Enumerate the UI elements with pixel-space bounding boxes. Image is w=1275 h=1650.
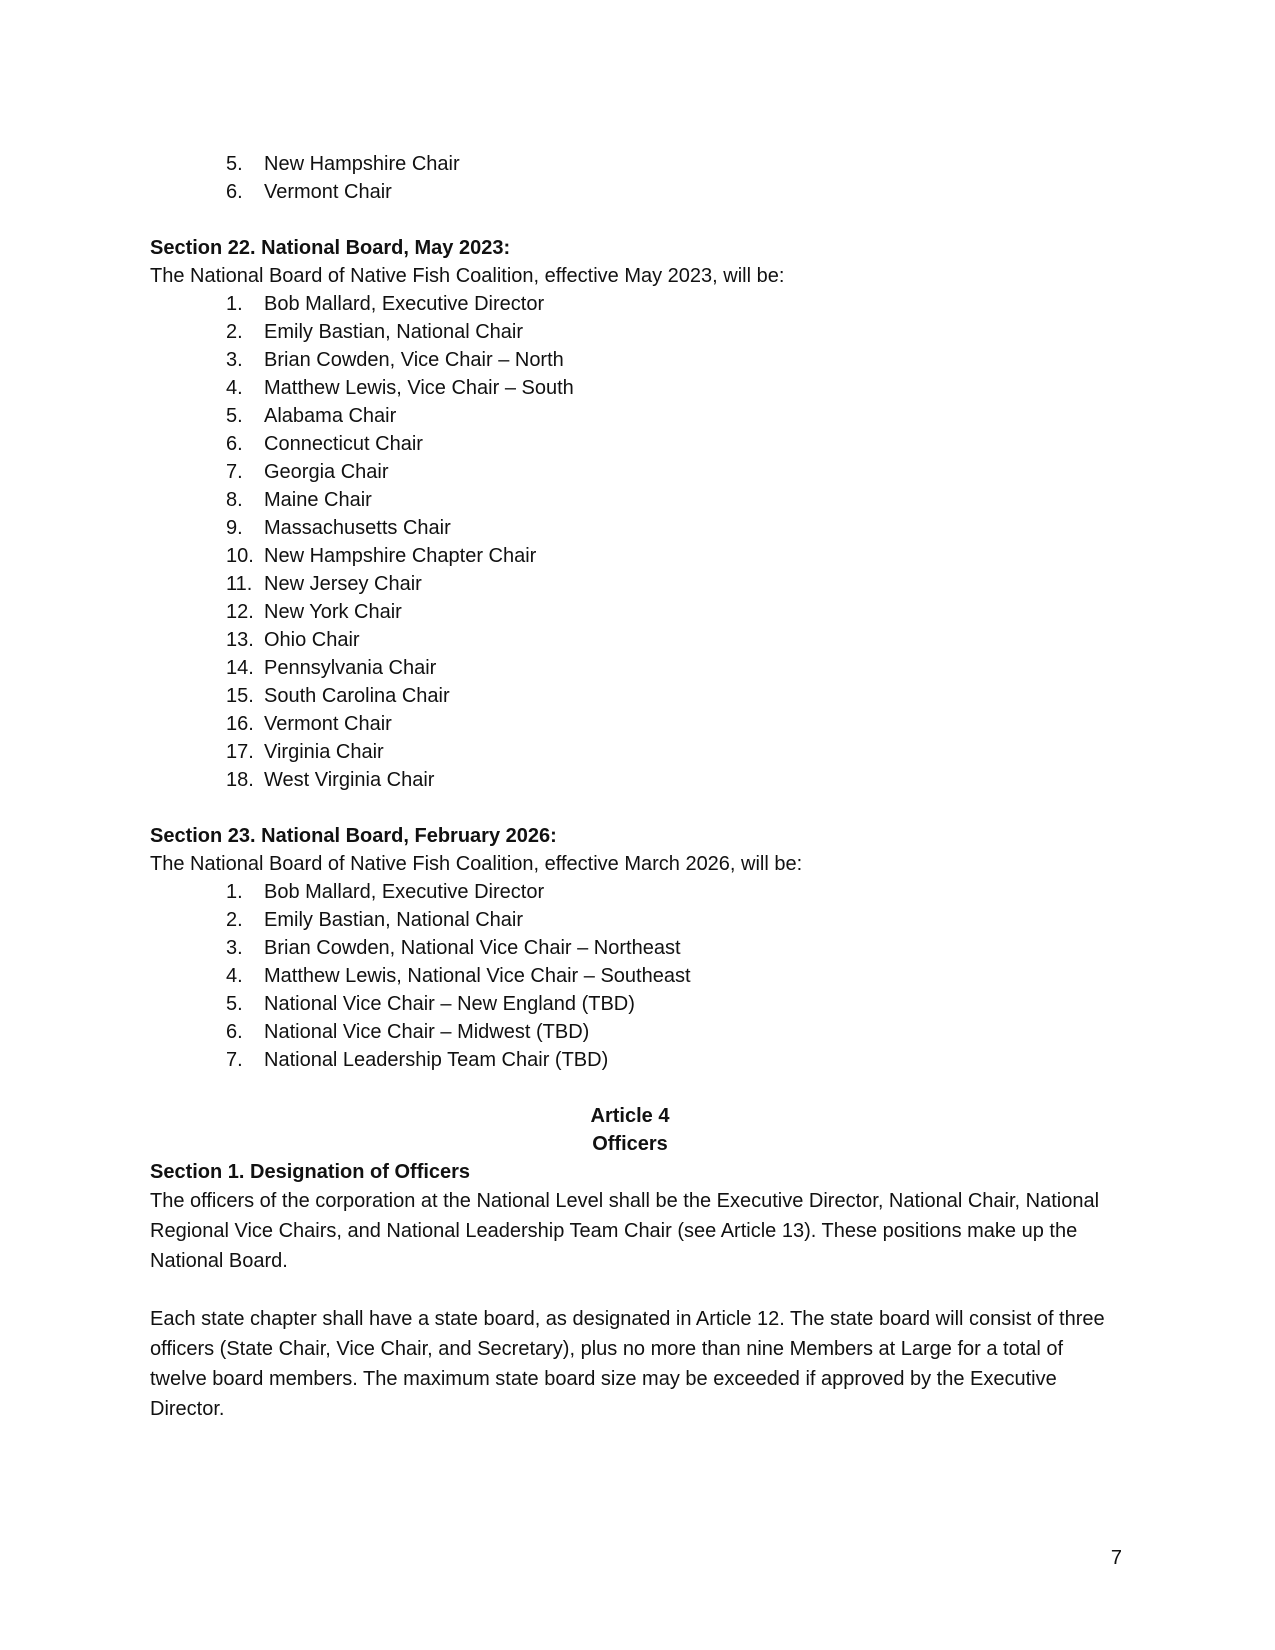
list-text: New Jersey Chair [264,573,422,595]
list-text: New Hampshire Chair [264,153,460,175]
list-text: New Hampshire Chapter Chair [264,545,537,567]
list-number: 1. [226,293,243,315]
section22-list [150,290,1110,794]
list-number: 6. [226,433,243,455]
list-text: Alabama Chair [264,405,397,427]
list-text: Brian Cowden, National Vice Chair – Northeast [264,937,681,959]
list-text: New York Chair [264,601,402,623]
continued-list [150,150,1110,206]
list-item [150,374,1110,402]
list-item [150,626,1110,654]
list-text: Emily Bastian, National Chair [264,321,523,343]
list-number: 13. [226,629,254,651]
officers-paragraph-2: Each state chapter shall have a state board, as designated in Article 12. The state board will consist of three officers (State Chair, Vice Chair, and Secretary), plus no more than nine Members at Large for a total of twelve board members. The maximum state board size may be exceeded if approved by the Executive Director. [150,1308,1105,1420]
list-item [150,178,1110,206]
list-text: Georgia Chair [264,461,389,483]
list-number: 8. [226,489,243,511]
list-number: 7. [226,461,243,483]
section23-list [150,878,1110,1074]
section23-heading: Section 23. National Board, February 2026: [150,825,557,847]
list-text: National Leadership Team Chair (TBD) [264,1049,609,1071]
list-number: 10. [226,545,254,567]
list-text: Bob Mallard, Executive Director [264,293,545,315]
list-text: Pennsylvania Chair [264,657,437,679]
list-text: Massachusetts Chair [264,517,451,539]
list-number: 11. [226,573,253,595]
list-text: National Vice Chair – Midwest (TBD) [264,1021,590,1043]
list-number: 6. [226,181,243,203]
list-item [150,766,1110,794]
list-item [150,430,1110,458]
officers-paragraph-1: The officers of the corporation at the National Level shall be the Executive Director, National Chair, National Regional Vice Chairs, and National Leadership Team Chair (see Article 13). These positions make up the National Board. [150,1190,1100,1272]
section1-heading: Section 1. Designation of Officers [150,1161,471,1183]
page-number: 7 [1110,1547,1122,1569]
list-item [150,1046,1110,1074]
list-text: Maine Chair [264,489,372,511]
list-number: 17. [226,741,254,763]
list-item [150,150,1110,178]
list-number: 1. [226,881,243,903]
list-item [150,934,1110,962]
list-item [150,290,1110,318]
list-text: Matthew Lewis, Vice Chair – South [264,377,574,399]
list-text: National Vice Chair – New England (TBD) [264,993,635,1015]
list-item [150,514,1110,542]
section23-intro: The National Board of Native Fish Coalition, effective March 2026, will be: [150,853,803,875]
list-item [150,486,1110,514]
list-text: South Carolina Chair [264,685,450,707]
section22-heading: Section 22. National Board, May 2023: [150,237,511,259]
list-number: 5. [226,405,243,427]
spacer [150,206,1110,234]
list-text: Vermont Chair [264,181,392,203]
list-number: 14. [226,657,254,679]
list-text: Virginia Chair [264,741,384,763]
list-item [150,318,1110,346]
list-text: Ohio Chair [264,629,360,651]
list-item [150,962,1110,990]
list-item [150,990,1110,1018]
section22-intro: The National Board of Native Fish Coalition, effective May 2023, will be: [150,265,785,287]
spacer [150,794,1110,822]
list-item [150,654,1110,682]
list-number: 18. [226,769,254,791]
document-page [150,150,1110,1424]
list-item [150,682,1110,710]
article-subtitle: Officers [592,1133,668,1155]
list-number: 12. [226,601,254,623]
list-number: 5. [226,993,243,1015]
list-text: Bob Mallard, Executive Director [264,881,545,903]
list-item [150,1018,1110,1046]
list-item [150,710,1110,738]
list-number: 6. [226,1021,243,1043]
list-number: 4. [226,377,243,399]
list-item [150,402,1110,430]
list-number: 9. [226,517,243,539]
list-item [150,458,1110,486]
list-text: Brian Cowden, Vice Chair – North [264,349,564,371]
article-title: Article 4 [590,1105,670,1127]
list-number: 2. [226,909,243,931]
list-number: 16. [226,713,254,735]
list-text: Emily Bastian, National Chair [264,909,523,931]
spacer [150,1276,1110,1304]
list-number: 3. [226,937,243,959]
list-text: Connecticut Chair [264,433,423,455]
list-item [150,878,1110,906]
list-number: 2. [226,321,243,343]
spacer [150,1074,1110,1102]
list-text: Matthew Lewis, National Vice Chair – Southeast [264,965,691,987]
list-item [150,570,1110,598]
list-item [150,906,1110,934]
list-item [150,346,1110,374]
list-text: Vermont Chair [264,713,392,735]
list-number: 4. [226,965,243,987]
list-item [150,738,1110,766]
list-number: 15. [226,685,254,707]
list-item [150,542,1110,570]
list-text: West Virginia Chair [264,769,435,791]
list-item [150,598,1110,626]
list-number: 5. [226,153,243,175]
list-number: 3. [226,349,243,371]
list-number: 7. [226,1049,243,1071]
